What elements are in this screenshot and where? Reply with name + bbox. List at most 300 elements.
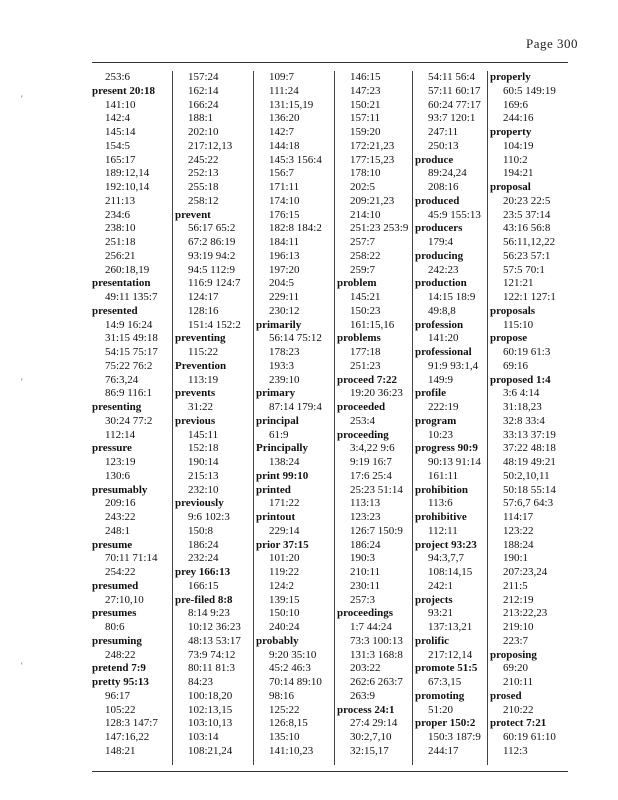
index-reference: 172:21,23 [350, 139, 395, 152]
index-reference: 3:4,22 9:6 [350, 442, 395, 455]
index-reference: 49:11 135:7 [105, 291, 158, 303]
index-reference: 108:14,15 [428, 566, 473, 578]
index-reference: 89:24,24 [428, 167, 467, 180]
index-reference: 108:21,24 [188, 744, 233, 757]
index-term: proceeded [337, 401, 386, 413]
index-reference: 3:6 4:14 [503, 387, 540, 400]
index-reference: 146:15 [350, 71, 381, 83]
index-reference: 262:6 263:7 [350, 676, 403, 688]
margin-mark: ‘ [20, 93, 24, 105]
index-reference: 90:13 91:14 [428, 456, 481, 468]
index-reference: 260:18,19 [105, 263, 150, 276]
index-reference: 176:15 [269, 208, 300, 221]
index-reference: 126:7 150:9 [350, 524, 403, 537]
index-reference: 45:9 155:13 [428, 208, 481, 221]
index-term: proper 150:2 [415, 717, 476, 730]
index-reference: 188:24 [503, 538, 534, 551]
index-term: Prevention [175, 359, 227, 372]
index-reference: 182:8 184:2 [269, 222, 322, 235]
index-term: property [490, 126, 532, 138]
index-reference: 139:15 [269, 593, 300, 606]
index-reference: 67:2 86:19 [188, 236, 236, 248]
index-reference: 250:13 [428, 139, 459, 152]
index-reference: 112:3 [503, 744, 528, 757]
index-reference: 150:21 [350, 98, 381, 111]
index-reference: 193:3 [269, 359, 295, 372]
index-reference: 258:22 [350, 249, 381, 262]
index-reference: 37:22 48:18 [503, 442, 556, 455]
index-reference: 48:13 53:17 [188, 634, 241, 647]
index-reference: 159:20 [350, 126, 381, 138]
index-reference: 100:18,20 [188, 689, 233, 702]
index-reference: 207:23,24 [503, 566, 548, 578]
index-reference: 171:11 [269, 181, 300, 193]
index-reference: 145:11 [188, 428, 219, 441]
index-reference: 229:11 [269, 291, 300, 303]
index-reference: 121:21 [503, 277, 534, 290]
index-reference: 93:21 [428, 607, 454, 620]
index-term: previous [175, 414, 216, 427]
index-term: probably [256, 634, 299, 647]
index-reference: 94:5 112:9 [188, 263, 235, 276]
index-reference: 253:4 [350, 414, 376, 427]
index-column-4 [337, 71, 413, 765]
index-reference: 94:3,7,7 [428, 552, 465, 565]
index-term: proceedings [337, 607, 394, 620]
index-reference: 174:10 [269, 194, 300, 207]
index-term: professional [415, 346, 472, 358]
index-term: prohibitive [415, 511, 467, 523]
index-reference: 189:12,14 [105, 167, 150, 180]
index-reference: 8:14 9:23 [188, 607, 230, 620]
index-term: primarily [256, 318, 302, 331]
index-term: process 24:1 [337, 703, 395, 716]
index-reference: 256:21 [105, 249, 136, 262]
index-term: prevents [175, 387, 216, 400]
index-reference: 169:6 [503, 98, 529, 111]
index-reference: 61:9 [269, 428, 289, 441]
index-column-2 [175, 71, 254, 765]
index-term: prolific [415, 634, 450, 647]
index-reference: 30:24 77:2 [105, 414, 153, 427]
index-term: pretend 7:9 [92, 662, 146, 675]
index-reference: 147:23 [350, 84, 381, 97]
index-reference: 254:22 [105, 566, 136, 578]
index-term: proceed 7:22 [337, 373, 397, 386]
index-reference: 161:15,16 [350, 318, 395, 331]
index-reference: 232:24 [188, 552, 219, 565]
index-reference: 154:5 [105, 139, 131, 152]
index-reference: 142:7 [269, 126, 295, 138]
index-term: properly [490, 71, 531, 83]
index-reference: 91:9 93:1,4 [428, 359, 479, 372]
index-term: presume [92, 538, 133, 551]
index-reference: 208:16 [428, 181, 459, 193]
index-reference: 171:22 [269, 497, 300, 510]
index-reference: 247:11 [428, 126, 459, 138]
index-term: primary [256, 387, 296, 400]
index-reference: 186:24 [188, 538, 219, 551]
index-reference: 116:9 124:7 [188, 277, 241, 290]
index-reference: 113:6 [428, 497, 453, 510]
index-term: producers [415, 222, 463, 235]
index-reference: 9:19 16:7 [350, 456, 392, 468]
index-reference: 14:9 16:24 [105, 318, 153, 331]
index-term: promoting [415, 689, 465, 702]
index-reference: 136:20 [269, 112, 300, 125]
index-reference: 70:14 89:10 [269, 676, 322, 688]
index-term: project 93:23 [415, 538, 477, 551]
index-term: progress 90:9 [415, 442, 478, 455]
index-reference: 30:2,7,10 [350, 731, 392, 743]
index-reference: 9:20 35:10 [269, 648, 317, 661]
index-reference: 209:16 [105, 497, 136, 510]
index-term: presuming [92, 634, 142, 647]
index-reference: 144:18 [269, 139, 300, 152]
index-reference: 244:17 [428, 744, 459, 757]
index-term: proposals [490, 304, 536, 317]
index-reference: 214:10 [350, 208, 381, 221]
index-reference: 177:18 [350, 346, 381, 358]
index-term: principal [256, 414, 299, 427]
index-reference: 101:20 [269, 552, 300, 565]
index-reference: 194:21 [503, 167, 534, 180]
index-reference: 257:3 [350, 593, 376, 606]
index-term: protect 7:21 [490, 717, 547, 730]
index-reference: 70:11 71:14 [105, 552, 158, 565]
index-reference: 43:16 56:8 [503, 222, 551, 235]
index-term: profile [415, 387, 446, 400]
index-reference: 186:24 [350, 538, 381, 551]
index-reference: 93:19 94:2 [188, 249, 236, 262]
index-reference: 259:7 [350, 263, 376, 276]
index-reference: 210:22 [503, 703, 534, 716]
index-term: program [415, 414, 457, 427]
index-reference: 212:19 [503, 593, 534, 606]
index-term: proposal [490, 181, 531, 193]
index-reference: 48:19 49:21 [503, 456, 556, 468]
index-reference: 60:19 61:10 [503, 731, 556, 743]
index-term: proceeding [337, 428, 389, 441]
index-reference: 165:17 [105, 153, 136, 166]
index-reference: 150:23 [350, 304, 381, 317]
index-column-6 [490, 71, 568, 765]
index-term: profession [415, 318, 464, 331]
index-reference: 126:8,15 [269, 717, 308, 730]
index-reference: 125:22 [269, 703, 300, 716]
index-reference: 124:2 [269, 579, 295, 592]
index-reference: 9:6 102:3 [188, 511, 230, 523]
index-term: prohibition [415, 483, 468, 496]
index-reference: 161:11 [428, 469, 459, 482]
index-reference: 258:12 [188, 194, 219, 207]
index-reference: 156:7 [269, 167, 295, 180]
index-reference: 112:11 [428, 524, 458, 537]
index-reference: 230:11 [350, 579, 381, 592]
index-term: prior 37:15 [256, 538, 309, 551]
index-reference: 230:12 [269, 304, 300, 317]
index-term: projects [415, 593, 453, 606]
index-reference: 190:3 [350, 552, 376, 565]
index-reference: 128:16 [188, 304, 219, 317]
index-reference: 188:1 [188, 112, 214, 125]
index-reference: 57:11 60:17 [428, 84, 481, 97]
index-reference: 84:23 [188, 676, 214, 688]
index-reference: 98:16 [269, 689, 295, 702]
index-reference: 145:3 156:4 [269, 153, 322, 166]
index-reference: 27:4 29:14 [350, 717, 398, 730]
index-reference: 135:10 [269, 731, 300, 743]
index-reference: 257:7 [350, 236, 376, 248]
index-reference: 76:3,24 [105, 373, 139, 386]
index-reference: 57:5 70:1 [503, 263, 545, 276]
index-reference: 145:14 [105, 126, 136, 138]
index-reference: 96:17 [105, 689, 131, 702]
index-reference: 242:1 [428, 579, 454, 592]
index-reference: 31:18,23 [503, 401, 542, 413]
index-reference: 56:17 65:2 [188, 222, 236, 235]
index-reference: 105:22 [105, 703, 136, 716]
index-reference: 32:8 33:4 [503, 414, 545, 427]
index-reference: 10:12 36:23 [188, 621, 241, 633]
index-reference: 149:9 [428, 373, 454, 386]
index-reference: 69:16 [503, 359, 529, 372]
index-reference: 32:15,17 [350, 744, 389, 757]
index-reference: 50:2,10,11 [503, 469, 550, 482]
index-reference: 115:10 [503, 318, 534, 331]
index-reference: 75:22 76:2 [105, 359, 153, 372]
index-term: presumed [92, 579, 139, 592]
index-reference: 166:24 [188, 98, 219, 111]
index-reference: 60:5 149:19 [503, 84, 556, 97]
index-term: print 99:10 [256, 469, 309, 482]
index-term: previously [175, 497, 224, 510]
page-number: Page 300 [525, 36, 578, 51]
index-reference: 56:23 57:1 [503, 249, 551, 262]
index-reference: 223:7 [503, 634, 529, 647]
index-reference: 109:7 [269, 71, 295, 83]
index-reference: 229:14 [269, 524, 300, 537]
index-reference: 190:14 [188, 456, 219, 468]
index-reference: 151:4 152:2 [188, 318, 241, 331]
index-reference: 123:23 [350, 511, 381, 523]
index-reference: 31:15 49:18 [105, 332, 158, 345]
index-reference: 239:10 [269, 373, 300, 386]
index-reference: 67:3,15 [428, 676, 462, 688]
index-term: produced [415, 194, 460, 207]
index-reference: 178:23 [269, 346, 300, 358]
index-reference: 141:10,23 [269, 744, 314, 757]
index-term: presumes [92, 607, 137, 620]
index-reference: 177:15,23 [350, 153, 395, 166]
index-term: problems [337, 332, 381, 345]
index-reference: 245:22 [188, 153, 219, 166]
index-reference: 131:15,19 [269, 98, 314, 111]
index-reference: 141:20 [428, 332, 459, 345]
index-reference: 253:6 [105, 71, 131, 83]
index-term: problem [337, 277, 377, 290]
index-reference: 51:20 [428, 703, 454, 716]
index-reference: 148:21 [105, 744, 136, 757]
index-reference: 252:13 [188, 167, 219, 180]
index-reference: 157:11 [350, 112, 381, 125]
index-reference: 111:24 [269, 84, 299, 97]
index-reference: 123:22 [503, 524, 534, 537]
index-reference: 115:22 [188, 346, 219, 358]
index-term: presumably [92, 483, 148, 496]
index-reference: 1:7 44:24 [350, 621, 392, 633]
index-reference: 31:22 [188, 401, 214, 413]
index-reference: 110:2 [503, 153, 528, 166]
index-reference: 215:13 [188, 469, 219, 482]
index-term: pressure [92, 442, 132, 455]
index-term: pretty 95:13 [92, 676, 149, 688]
index-reference: 202:10 [188, 126, 219, 138]
index-reference: 251:23 253:9 [350, 222, 409, 235]
index-reference: 87:14 179:4 [269, 401, 322, 413]
index-reference: 113:13 [350, 497, 381, 510]
index-term: producing [415, 249, 464, 262]
index-reference: 123:19 [105, 456, 136, 468]
index-reference: 234:6 [105, 208, 131, 221]
index-term: printed [256, 483, 291, 496]
index-reference: 263:9 [350, 689, 376, 702]
index-term: Principally [256, 442, 308, 455]
index-reference: 17:6 25:4 [350, 469, 392, 482]
index-term: promote 51:5 [415, 662, 478, 675]
index-reference: 103:14 [188, 731, 219, 743]
index-reference: 69:20 [503, 662, 529, 675]
index-reference: 60:24 77:17 [428, 98, 481, 111]
index-reference: 145:21 [350, 291, 381, 303]
index-reference: 10:23 [428, 428, 454, 441]
index-reference: 222:19 [428, 401, 459, 413]
index-reference: 255:18 [188, 181, 219, 193]
index-reference: 196:13 [269, 249, 300, 262]
index-reference: 93:7 120:1 [428, 112, 476, 125]
index-reference: 162:14 [188, 84, 219, 97]
index-reference: 113:19 [188, 373, 219, 386]
index-reference: 49:8,8 [428, 304, 456, 317]
index-reference: 50:18 55:14 [503, 483, 556, 496]
index-reference: 240:24 [269, 621, 300, 633]
index-reference: 131:3 168:8 [350, 648, 403, 661]
index-reference: 142:4 [105, 112, 131, 125]
margin-mark: ‘ [20, 376, 24, 388]
index-reference: 157:24 [188, 71, 219, 83]
index-reference: 80:11 81:3 [188, 662, 235, 675]
index-term: presentation [92, 277, 151, 290]
index-reference: 119:22 [269, 566, 300, 578]
index-reference: 248:22 [105, 648, 136, 661]
index-reference: 23:5 37:14 [503, 208, 551, 221]
index-reference: 213:22,23 [503, 607, 548, 620]
index-reference: 14:15 18:9 [428, 291, 476, 303]
index-reference: 242:23 [428, 263, 459, 276]
index-reference: 150:10 [269, 607, 300, 620]
index-reference: 86:9 116:1 [105, 387, 152, 400]
index-reference: 137:13,21 [428, 621, 473, 633]
index-reference: 202:5 [350, 181, 376, 193]
index-reference: 45:2 46:3 [269, 662, 311, 675]
index-reference: 54:11 56:4 [428, 71, 475, 83]
index-reference: 248:1 [105, 524, 131, 537]
index-reference: 73:3 100:13 [350, 634, 403, 647]
index-reference: 192:10,14 [105, 181, 150, 193]
index-reference: 178:10 [350, 167, 381, 180]
index-reference: 56:11,12,22 [503, 236, 556, 248]
index-reference: 197:20 [269, 263, 300, 276]
index-term: proposed 1:4 [490, 373, 551, 386]
index-reference: 209:21,23 [350, 194, 395, 207]
index-term: present 20:18 [92, 84, 156, 97]
index-term: presented [92, 304, 138, 317]
index-reference: 141:10 [105, 98, 136, 111]
index-term: prey 166:13 [175, 566, 231, 578]
index-reference: 103:10,13 [188, 717, 233, 730]
index-reference: 104:19 [503, 139, 534, 152]
index-reference: 204:5 [269, 277, 295, 290]
index-reference: 27:10,10 [105, 593, 144, 606]
index-term: prosed [490, 689, 522, 702]
index-reference: 130:6 [105, 469, 131, 482]
index-reference: 203:22 [350, 662, 381, 675]
index-term: propose [490, 332, 528, 345]
index-reference: 251:23 [350, 359, 381, 372]
index-reference: 33:13 37:19 [503, 428, 556, 441]
index-reference: 20:23 22:5 [503, 194, 551, 207]
index-column-1 [92, 71, 173, 765]
index-reference: 232:10 [188, 483, 219, 496]
index-reference: 56:14 75:12 [269, 332, 322, 345]
index-column-3 [256, 71, 335, 765]
index-reference: 166:15 [188, 579, 219, 592]
index-reference: 124:17 [188, 291, 219, 303]
index-reference: 60:19 61:3 [503, 346, 551, 358]
index-reference: 190:1 [503, 552, 529, 565]
index-reference: 217:12,13 [188, 139, 233, 152]
index-term: production [415, 277, 467, 290]
index-reference: 57:6,7 64:3 [503, 497, 554, 510]
index-reference: 150:8 [188, 524, 214, 537]
index-reference: 184:11 [269, 236, 300, 248]
index-reference: 179:4 [428, 236, 454, 248]
index-reference: 128:3 147:7 [105, 717, 158, 730]
index-reference: 25:23 51:14 [350, 483, 403, 496]
index-reference: 73:9 74:12 [188, 648, 236, 661]
index-reference: 150:3 187:9 [428, 731, 481, 743]
index-term: proposing [490, 648, 537, 661]
index-reference: 211:13 [105, 194, 136, 207]
index-term: produce [415, 153, 454, 166]
index-reference: 122:1 127:1 [503, 291, 556, 303]
index-reference: 80:6 [105, 621, 125, 633]
index-reference: 138:24 [269, 456, 300, 468]
index-term: prevent [175, 208, 211, 221]
margin-mark: ‘ [20, 660, 24, 672]
index-reference: 251:18 [105, 236, 136, 248]
index-reference: 211:5 [503, 579, 528, 592]
index-column-5 [415, 71, 488, 765]
word-index [92, 62, 568, 772]
index-reference: 152:18 [188, 442, 219, 455]
index-term: preventing [175, 332, 226, 345]
index-reference: 54:15 75:17 [105, 346, 158, 358]
index-reference: 114:17 [503, 511, 534, 523]
index-reference: 244:16 [503, 112, 534, 125]
index-term: printout [256, 511, 296, 523]
index-term: pre-filed 8:8 [175, 593, 233, 606]
